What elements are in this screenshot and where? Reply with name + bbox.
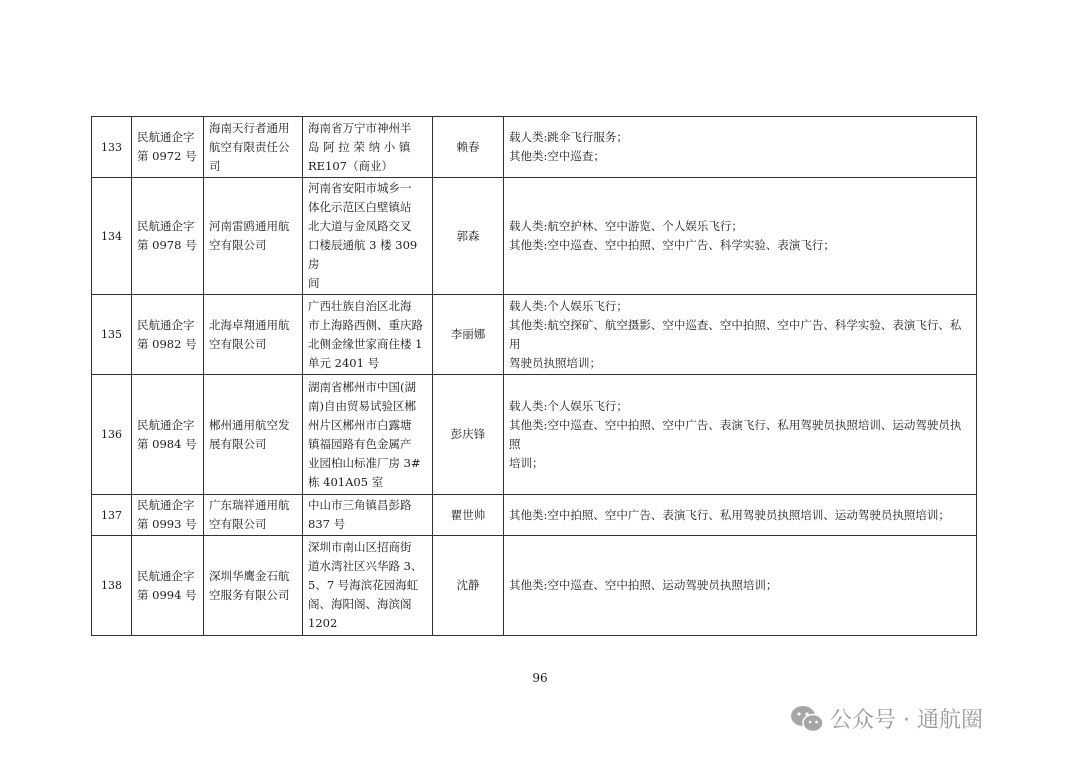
address-line: 阁、海阳阁、海滨阁 <box>308 597 412 611</box>
company-name-line: 司 <box>209 158 221 173</box>
page-number: 96 <box>532 671 548 685</box>
company-name-line: 河南雷鸥通用航 <box>209 219 290 233</box>
business-scope-line: 载人类:跳伞飞行服务； <box>509 130 628 144</box>
address-line: 北侧金缘世家商住楼 1 <box>308 336 423 351</box>
address-line: 栋 401A05 室 <box>308 474 384 489</box>
address-line: 海南省万宁市神州半 <box>308 120 412 135</box>
address-line: RE107（商业） <box>308 158 394 173</box>
address-line: 业园柏山标准厂房 3# <box>308 455 421 470</box>
row-number-cell: 136 <box>92 375 132 495</box>
address-line: 深圳市南山区招商街 <box>308 540 412 554</box>
row-number-cell: 137 <box>92 495 132 536</box>
business-scope-line: 载人类:航空护林、空中游览、个人娱乐飞行； <box>509 219 743 233</box>
company-name-line: 空服务有限公司 <box>209 587 290 602</box>
company-name-cell <box>204 178 303 295</box>
address-line: 单元 2401 号 <box>308 355 380 370</box>
license-number-line: 第 0993 号 <box>137 517 197 531</box>
address-cell <box>303 375 433 495</box>
business-scope-line: 培训； <box>509 455 544 470</box>
address-line: 河南省安阳市城乡一 <box>308 181 412 195</box>
company-name-cell <box>204 536 303 636</box>
license-number-line: 民航通企字 <box>137 317 195 332</box>
table-row <box>92 178 977 295</box>
license-number-line: 民航通企字 <box>137 219 195 233</box>
address-line: 北大道与金凤路交叉 <box>308 219 412 233</box>
company-name-line: 展有限公司 <box>209 436 267 451</box>
company-name-line: 郴州通用航空发 <box>209 417 290 432</box>
address-line: 中山市三角镇昌彭路 <box>308 498 412 512</box>
address-line: 广西壮族自治区北海 <box>308 298 412 313</box>
business-scope-line: 其他类:空中巡查、空中拍照、空中广告、表演飞行、私用驾驶员执照培训、运动驾驶员执照 <box>509 417 962 451</box>
company-name-cell <box>204 117 303 178</box>
business-scope-line: 载人类:个人娱乐飞行； <box>509 398 628 413</box>
table-row <box>92 375 977 495</box>
watermark-text: 公众号 · 通航圈 <box>830 708 983 733</box>
address-line: 南)自由贸易试验区郴 <box>308 398 416 413</box>
company-name-line: 空有限公司 <box>209 238 267 252</box>
company-name-cell <box>204 295 303 375</box>
company-name-line: 空有限公司 <box>209 517 267 531</box>
company-name-line: 海南天行者通用 <box>209 120 290 135</box>
license-number-line: 民航通企字 <box>137 568 195 583</box>
business-scope-cell <box>504 295 977 375</box>
address-cell <box>303 295 433 375</box>
row-number-cell: 134 <box>92 178 132 295</box>
license-number-cell <box>132 536 204 636</box>
address-cell <box>303 117 433 178</box>
registry-table <box>91 116 977 636</box>
license-number-line: 第 0982 号 <box>137 336 197 351</box>
company-name-line: 北海卓翔通用航 <box>209 317 290 332</box>
row-number-cell: 133 <box>92 117 132 178</box>
address-line: 湖南省郴州市中国(湖 <box>308 379 416 394</box>
business-scope-line: 其他类:空中巡查、空中拍照、空中广告、科学实验、表演飞行； <box>509 238 835 252</box>
address-cell <box>303 536 433 636</box>
license-number-line: 第 0994 号 <box>137 587 197 602</box>
business-scope-line: 载人类:个人娱乐飞行； <box>509 298 628 313</box>
business-scope-line: 其他类:空中拍照、空中广告、表演飞行、私用驾驶员执照培训、运动驾驶员执照培训； <box>509 507 950 522</box>
representative-cell: 李丽娜 <box>433 295 504 375</box>
company-name-cell <box>204 495 303 536</box>
license-number-line: 第 0978 号 <box>137 238 197 252</box>
address-line: 间 <box>308 276 320 290</box>
address-line: 1202 <box>308 616 338 630</box>
address-line: 市上海路西侧、重庆路 <box>308 317 423 332</box>
business-scope-line: 其他类:空中巡查、空中拍照、运动驾驶员执照培训； <box>509 578 778 592</box>
license-number-cell <box>132 178 204 295</box>
representative-cell: 赖春 <box>433 117 504 178</box>
company-name-cell <box>204 375 303 495</box>
business-scope-cell <box>504 375 977 495</box>
business-scope-line: 驾驶员执照培训； <box>509 355 601 370</box>
row-number-cell: 138 <box>92 536 132 636</box>
license-number-line: 民航通企字 <box>137 417 195 432</box>
table-row <box>92 495 977 536</box>
business-scope-line: 其他类:航空探矿、航空摄影、空中巡查、空中拍照、空中广告、科学实验、表演飞行、私用 <box>509 317 962 351</box>
table-row <box>92 536 977 636</box>
table-row <box>92 117 977 178</box>
license-number-line: 第 0972 号 <box>137 149 197 163</box>
address-line: 体化示范区白壁镇站 <box>308 200 412 214</box>
license-number-cell <box>132 495 204 536</box>
address-line: 道水湾社区兴华路 3、 <box>308 559 423 573</box>
table-row <box>92 295 977 375</box>
address-line: 州片区郴州市白露塘 <box>308 417 412 432</box>
license-number-cell <box>132 117 204 178</box>
address-line: 5、7 号海滨花园海虹 <box>308 578 419 592</box>
business-scope-line: 其他类:空中巡查； <box>509 149 605 163</box>
business-scope-cell <box>504 495 977 536</box>
company-name-line: 航空有限责任公 <box>209 139 290 154</box>
license-number-line: 民航通企字 <box>137 130 195 144</box>
business-scope-cell <box>504 117 977 178</box>
license-number-cell <box>132 295 204 375</box>
address-cell <box>303 495 433 536</box>
business-scope-cell <box>504 178 977 295</box>
business-scope-cell <box>504 536 977 636</box>
representative-cell: 瞿世帅 <box>433 495 504 536</box>
license-number-cell <box>132 375 204 495</box>
address-line: 镇福园路有色金属产 <box>308 436 412 451</box>
wechat-icon <box>790 704 824 734</box>
company-name-line: 深圳华鹰金石航 <box>209 568 290 583</box>
representative-cell: 郭森 <box>433 178 504 295</box>
address-line: 口楼辰通航 3 楼 309 房 <box>308 238 418 271</box>
wechat-watermark <box>790 703 983 734</box>
address-line: 837 号 <box>308 517 346 531</box>
row-number-cell: 135 <box>92 295 132 375</box>
company-name-line: 空有限公司 <box>209 336 267 351</box>
representative-cell: 沈静 <box>433 536 504 636</box>
address-line: 岛 阿 拉 荣 纳 小 镇 <box>308 139 411 154</box>
license-number-line: 民航通企字 <box>137 498 195 512</box>
license-number-line: 第 0984 号 <box>137 436 197 451</box>
company-name-line: 广东瑞祥通用航 <box>209 498 290 512</box>
address-cell <box>303 178 433 295</box>
representative-cell: 彭庆锋 <box>433 375 504 495</box>
